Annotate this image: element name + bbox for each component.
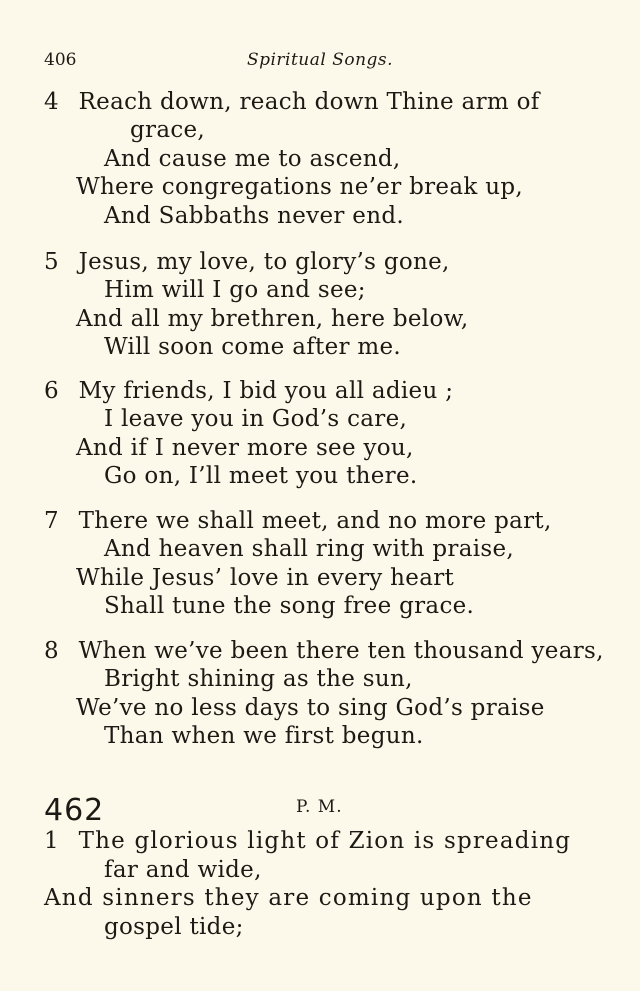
hymn-462-line-4: gospel tide; — [104, 914, 244, 940]
page-number: 406 — [44, 50, 77, 70]
running-title: Spiritual Songs. — [246, 50, 394, 70]
verse-5-line-1 — [44, 248, 450, 276]
verse-number: 1 — [44, 828, 59, 854]
verse-5-line-4: Will soon come after me. — [104, 334, 402, 360]
verse-5-line-2: Him will I go and see; — [104, 277, 366, 303]
verse-6-line-1 — [44, 377, 453, 405]
verse-line-text: The glorious light of Zion is spreading — [78, 828, 572, 854]
hymn-462-line-3: And sinners they are coming upon the — [44, 885, 533, 911]
verse-line-text: My friends, I bid you all adieu ; — [78, 378, 454, 404]
verse-number: 4 — [44, 89, 59, 115]
verse-8-line-3: We’ve no less days to sing God’s praise — [76, 695, 545, 721]
verse-8-line-4: Than when we first begun. — [104, 723, 424, 749]
verse-7-line-3: While Jesus’ love in every heart — [76, 565, 455, 591]
verse-4-line-1 — [44, 88, 540, 116]
verse-7-line-4: Shall tune the song free grace. — [104, 593, 475, 619]
verse-line-text: Reach down, reach down Thine arm of — [78, 89, 540, 115]
verse-number: 7 — [44, 508, 59, 534]
page-header — [40, 50, 600, 74]
verse-4-line-5: And Sabbaths never end. — [104, 203, 404, 229]
verse-6-line-3: And if I never more see you, — [76, 435, 414, 461]
hymn-meter: P. M. — [296, 797, 343, 817]
verse-number: 6 — [44, 378, 59, 404]
verse-7-line-2: And heaven shall ring with praise, — [104, 536, 514, 562]
verse-8-line-2: Bright shining as the sun, — [104, 666, 413, 692]
hymn-462-line-1 — [44, 827, 571, 855]
verse-7-line-1 — [44, 507, 552, 535]
verse-6-line-4: Go on, I’ll meet you there. — [104, 463, 418, 489]
verse-6-line-2: I leave you in God’s care, — [104, 406, 408, 432]
verse-5-line-3: And all my brethren, here below, — [76, 306, 469, 332]
verse-number: 8 — [44, 638, 59, 664]
hymn-number: 462 — [44, 793, 105, 828]
verse-4-line-4: Where congregations ne’er break up, — [76, 174, 523, 200]
hymn-462-line-2: far and wide, — [104, 857, 262, 883]
verse-line-text: When we’ve been there ten thousand years, — [78, 638, 604, 664]
verse-line-text: Jesus, my love, to glory’s gone, — [78, 249, 450, 275]
verse-line-text: There we shall meet, and no more part, — [78, 508, 552, 534]
verse-4-line-3: And cause me to ascend, — [104, 146, 401, 172]
verse-number: 5 — [44, 249, 59, 275]
verse-8-line-1 — [44, 637, 604, 665]
verse-4-line-2: grace, — [130, 117, 206, 143]
